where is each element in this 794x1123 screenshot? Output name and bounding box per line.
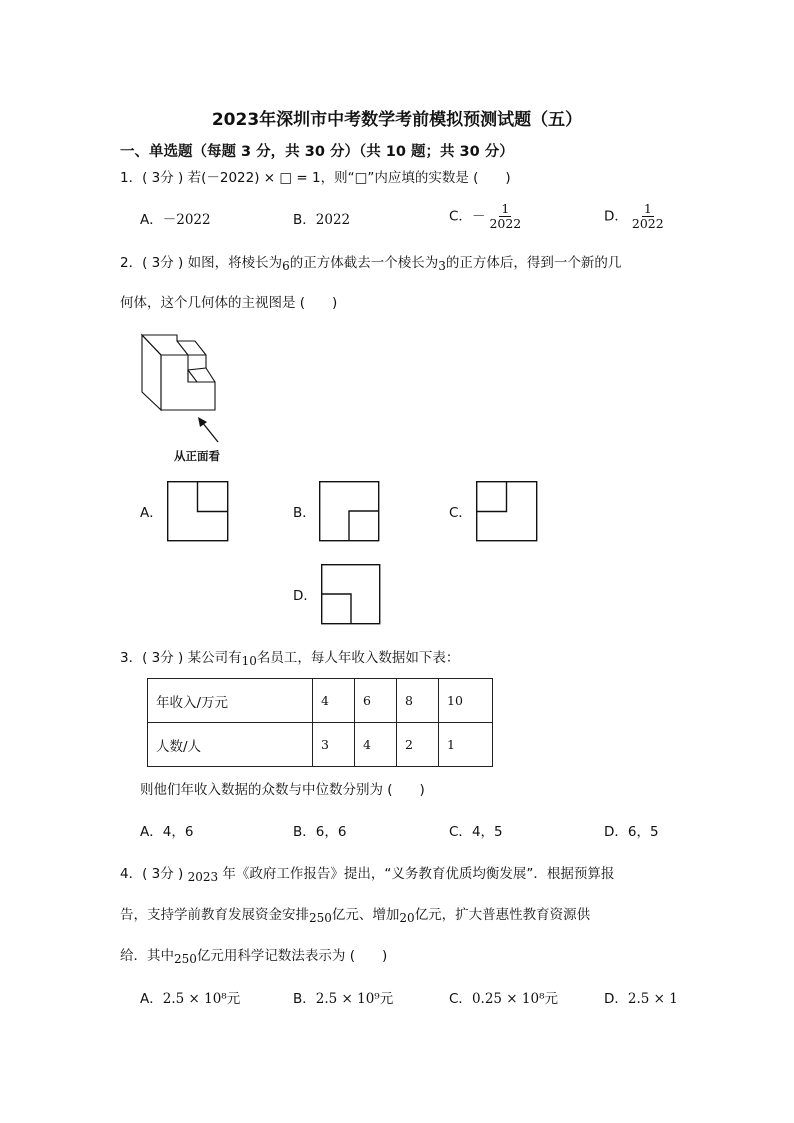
- option-text: 0.25 × 10⁸元: [471, 991, 558, 1007]
- amount: 250: [174, 952, 197, 966]
- cube-figure: [140, 330, 240, 465]
- employee-count: 10: [241, 654, 257, 668]
- question-1-option-d[interactable]: [604, 202, 666, 231]
- text-run: 名员工，每人年收入数据如下表：: [256, 650, 460, 666]
- text-run: 2．( 3分 ) 如图，将棱长为: [120, 255, 283, 271]
- question-2-option-b-figure[interactable]: [319, 481, 380, 542]
- question-4-option-a[interactable]: [140, 989, 240, 1009]
- option-label: B．: [293, 824, 316, 840]
- arrow-head-icon: [198, 417, 207, 427]
- fraction-numerator: 1: [643, 201, 652, 216]
- question-3-stem: [120, 648, 459, 668]
- option-text: 2.5 × 10⁸元: [162, 991, 241, 1007]
- question-4-line-3: [120, 946, 387, 966]
- text-run: 4．( 3分 ): [120, 866, 188, 882]
- table-cell: 4: [355, 723, 397, 767]
- option-label: C．: [449, 824, 472, 840]
- table-cell: 2: [397, 723, 439, 767]
- income-table: [147, 678, 493, 767]
- option-text: －2022: [162, 212, 211, 228]
- option-label: A．: [140, 991, 163, 1007]
- question-2-option-a-figure[interactable]: [167, 481, 229, 542]
- side-face: [142, 335, 161, 410]
- option-text: 2022: [315, 212, 351, 228]
- option-label: C．: [449, 991, 472, 1007]
- option-text: 2.5 × 1: [627, 991, 678, 1007]
- option-text: 4，5: [471, 824, 503, 840]
- question-2-line-1: [120, 253, 621, 273]
- option-label: A．: [140, 824, 163, 840]
- table-row-header: 人数/人: [148, 723, 313, 767]
- question-4-line-1: [120, 864, 614, 884]
- figure-caption: 从正面看: [174, 449, 220, 463]
- table-cell: 8: [397, 679, 439, 723]
- question-3-option-b[interactable]: [293, 822, 346, 842]
- question-1-stem: 1．( 3分 ) 若(－2022) × □ = 1，则“□”内应填的实数是 ( ): [120, 170, 511, 186]
- question-2-line-2: 何体，这个几何体的主视图是 ( ): [120, 295, 338, 311]
- question-2-option-d-figure[interactable]: [321, 564, 381, 625]
- question-3-question: 则他们年收入数据的众数与中位数分别为 ( ): [140, 782, 425, 798]
- page-title: 2023年深圳市中考数学考前模拟预测试题（五）: [211, 110, 583, 130]
- question-2-option-a-label[interactable]: A．: [140, 505, 163, 521]
- amount: 20: [399, 911, 415, 925]
- option-text: 4，6: [162, 824, 194, 840]
- table-row: [148, 723, 493, 767]
- edge-length-3: 3: [438, 259, 446, 273]
- option-sign: －: [471, 208, 486, 225]
- question-1-option-c[interactable]: [449, 202, 523, 231]
- table-cell: 6: [355, 679, 397, 723]
- fraction-denominator: 2022: [489, 216, 522, 231]
- question-2-option-c-label[interactable]: C．: [449, 505, 472, 521]
- text-run: 的正方体后，得到一个新的几: [445, 255, 622, 271]
- table-cell: 3: [313, 723, 355, 767]
- edge-length-6: 6: [282, 259, 290, 273]
- text-run: 的正方体截去一个棱长为: [289, 255, 439, 271]
- section-heading: 一、单选题（每题 3 分，共 30 分）（共 10 题；共 30 分）: [120, 144, 514, 160]
- option-text: 6，5: [627, 824, 659, 840]
- question-4-option-d[interactable]: [604, 989, 678, 1009]
- fraction: [487, 202, 523, 231]
- question-3-option-d[interactable]: [604, 822, 659, 842]
- option-label: A．: [140, 212, 163, 228]
- table-row-header: 年收入/万元: [148, 679, 313, 723]
- year: 2023: [187, 870, 219, 884]
- front-face: [161, 355, 215, 410]
- question-4-option-b[interactable]: [293, 989, 393, 1009]
- text-run: 年《政府工作报告》提出，“义务教育优质均衡发展”．根据预算报: [218, 866, 615, 882]
- option-label: C．: [449, 208, 472, 225]
- question-2-option-c-figure[interactable]: [476, 481, 538, 542]
- text-run: 告，支持学前教育发展资金安排: [120, 907, 309, 923]
- option-label: B．: [293, 991, 316, 1007]
- question-3-option-a[interactable]: [140, 822, 193, 842]
- text-run: 亿元、增加: [331, 907, 400, 923]
- question-1-option-b[interactable]: [293, 210, 350, 230]
- text-run: 3．( 3分 ) 某公司有: [120, 650, 242, 666]
- fraction-denominator: 2022: [631, 216, 664, 231]
- table-cell: 1: [439, 723, 493, 767]
- table-row: [148, 679, 493, 723]
- question-4-line-2: [120, 905, 590, 925]
- table-cell: 10: [439, 679, 493, 723]
- fraction-numerator: 1: [501, 201, 510, 216]
- option-text: 2.5 × 10⁹元: [315, 991, 394, 1007]
- table-cell: 4: [313, 679, 355, 723]
- question-3-option-c[interactable]: [449, 822, 503, 842]
- option-label: D．: [604, 824, 628, 840]
- option-label: B．: [293, 212, 316, 228]
- text-run: 亿元，扩大普惠性教育资源供: [414, 907, 591, 923]
- question-4-option-c[interactable]: [449, 989, 558, 1009]
- question-1-option-a[interactable]: [140, 210, 211, 230]
- question-2-option-d-label[interactable]: D．: [293, 588, 317, 604]
- text-run: 给．其中: [120, 948, 174, 964]
- fraction: [630, 202, 666, 231]
- option-label: D．: [604, 208, 628, 225]
- text-run: 亿元用科学记数法表示为 ( ): [196, 948, 388, 964]
- question-2-option-b-label[interactable]: B．: [293, 505, 316, 521]
- option-text: 6，6: [315, 824, 347, 840]
- amount: 250: [309, 911, 332, 925]
- option-label: D．: [604, 991, 628, 1007]
- view-arrow: [202, 422, 218, 442]
